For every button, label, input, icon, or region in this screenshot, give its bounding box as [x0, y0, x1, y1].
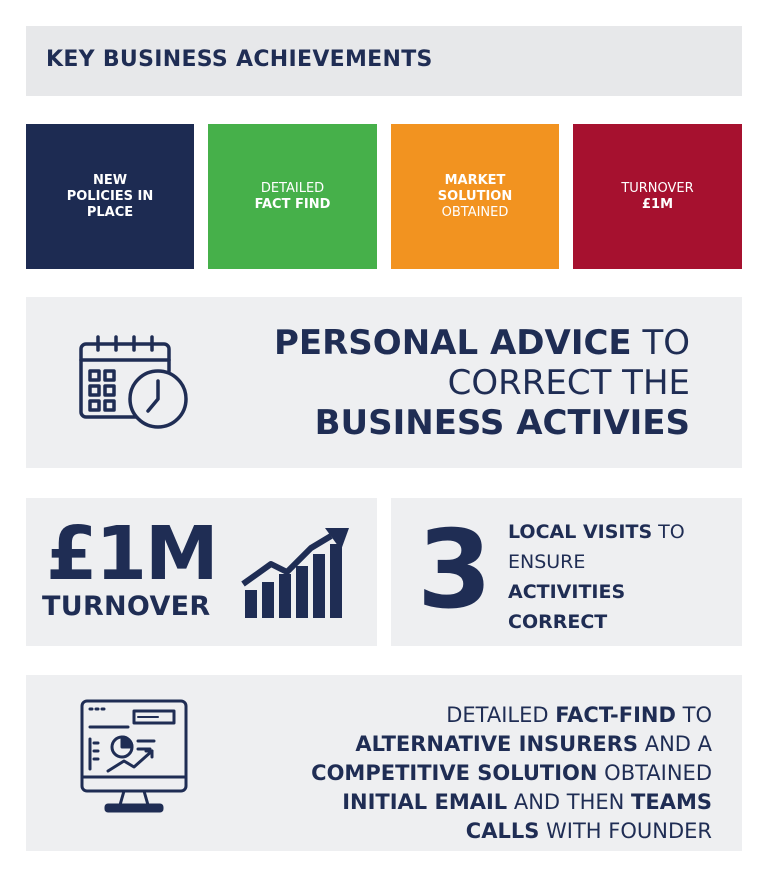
fact-bold: CALLS — [465, 819, 540, 843]
calendar-clock-icon — [78, 333, 194, 433]
header-banner — [26, 26, 742, 96]
fact-bold: INITIAL EMAIL — [342, 790, 508, 814]
turnover-panel — [26, 498, 377, 646]
fact-normal: TO — [675, 703, 712, 727]
visits-line: ACTIVITIES — [508, 581, 626, 603]
tile-text: £1M — [641, 196, 674, 212]
fact-find-panel — [26, 675, 742, 851]
fact-normal: AND A — [638, 732, 712, 756]
monitor-analytics-icon — [80, 699, 188, 819]
fact-bold: FACT-FIND — [555, 703, 676, 727]
tile-text: PLACE — [86, 204, 134, 220]
fact-normal: WITH FOUNDER — [539, 819, 712, 843]
visits-line: ENSURE — [508, 551, 586, 573]
tile-text: TURNOVER — [621, 180, 694, 196]
advice-text — [274, 323, 690, 443]
fact-bold: COMPETITIVE SOLUTION — [311, 761, 598, 785]
advice-line: BUSINESS ACTIVIES — [314, 403, 690, 443]
tile-text: MARKET — [444, 172, 506, 188]
fact-bold: ALTERNATIVE INSURERS — [355, 732, 639, 756]
fact-find-text — [311, 701, 712, 846]
fact-bold: TEAMS — [631, 790, 712, 814]
fact-normal: OBTAINED — [597, 761, 712, 785]
tile-text: DETAILED — [260, 180, 325, 196]
advice-line: CORRECT THE — [447, 363, 690, 403]
fact-normal: DETAILED — [446, 703, 556, 727]
visits-panel — [391, 498, 742, 646]
tile-fact-find — [208, 124, 377, 269]
tile-market-solution — [391, 124, 559, 269]
advice-bold: PERSONAL ADVICE — [273, 323, 632, 363]
tile-new-policies — [26, 124, 194, 269]
tile-text: POLICIES IN — [66, 188, 154, 204]
visits-text — [508, 517, 685, 637]
fact-normal: AND THEN — [507, 790, 632, 814]
visits-normal: TO — [652, 521, 685, 543]
turnover-value: £1M — [46, 511, 217, 597]
tile-text: OBTAINED — [441, 204, 509, 220]
visits-number: 3 — [417, 508, 493, 633]
rising-bar-chart-icon — [241, 528, 357, 620]
advice-panel — [26, 297, 742, 468]
tile-text: FACT FIND — [254, 196, 331, 212]
tile-text: SOLUTION — [437, 188, 513, 204]
tile-text: NEW — [92, 172, 128, 188]
advice-normal: TO — [631, 323, 690, 363]
turnover-label: TURNOVER — [42, 591, 211, 622]
tile-turnover — [573, 124, 742, 269]
page-title: KEY BUSINESS ACHIEVEMENTS — [46, 47, 433, 72]
visits-bold: LOCAL VISITS — [508, 521, 653, 543]
visits-line: CORRECT — [508, 611, 608, 633]
